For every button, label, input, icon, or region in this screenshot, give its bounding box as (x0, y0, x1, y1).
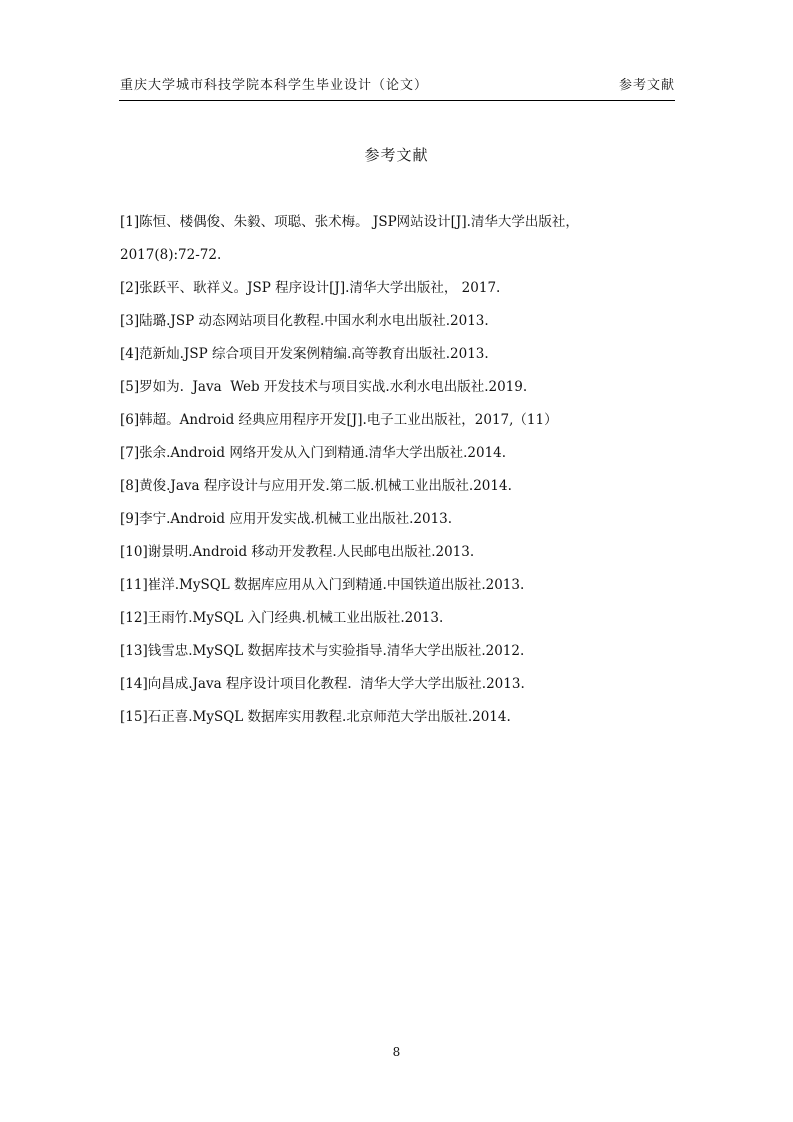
reference-item: [5]罗如为. Java Web 开发技术与项目实战.水利水电出版社.2019. (120, 379, 528, 395)
header-section-title: 参考文献 (618, 78, 675, 93)
page-number: 8 (392, 1045, 401, 1059)
reference-item: [6]韩超。Android 经典应用程序开发[J].电子工业出版社，2017,（11） (120, 412, 558, 428)
reference-item: [3]陆璐.JSP 动态网站项目化教程.中国水利水电出版社.2013. (120, 313, 489, 329)
reference-list (120, 206, 675, 734)
reference-item: [12]王雨竹.MySQL 入门经典.机械工业出版社.2013. (120, 610, 444, 626)
reference-item: [15]石正喜.MySQL 数据库实用教程.北京师范大学出版社.2014. (120, 709, 511, 725)
header-divider (119, 100, 675, 101)
reference-item: [7]张余.Android 网络开发从入门到精通.清华大学出版社.2014. (120, 445, 507, 461)
reference-item: [13]钱雪忠.MySQL 数据库技术与实验指导.清华大学出版社.2012. (120, 643, 525, 659)
reference-item: [14]向昌成.Java 程序设计项目化教程. 清华大学大学出版社.2013. (120, 676, 525, 692)
reference-item: [2]张跃平、耿祥义。JSP 程序设计[J].清华大学出版社， 2017. (120, 280, 501, 296)
reference-item: [9]李宁.Android 应用开发实战.机械工业出版社.2013. (120, 511, 453, 527)
reference-item: 2017(8):72-72. (120, 247, 222, 263)
reference-item: [4]范新灿.JSP 综合项目开发案例精编.高等教育出版社.2013. (120, 346, 489, 362)
page-title: 参考文献 (364, 146, 429, 164)
page-header (120, 74, 675, 96)
reference-item: [10]谢景明.Android 移动开发教程.人民邮电出版社.2013. (120, 544, 475, 560)
reference-item: [11]崔洋.MySQL 数据库应用从入门到精通.中国铁道出版社.2013. (120, 577, 525, 593)
reference-item: [1]陈恒、楼偶俊、朱毅、项聪、张术梅。 JSP网站设计[J].清华大学出版社， (120, 214, 579, 230)
reference-item: [8]黄俊.Java 程序设计与应用开发.第二版.机械工业出版社.2014. (120, 478, 512, 494)
header-thesis-title: 重庆大学城市科技学院本科学生毕业设计（论文） (120, 78, 429, 93)
